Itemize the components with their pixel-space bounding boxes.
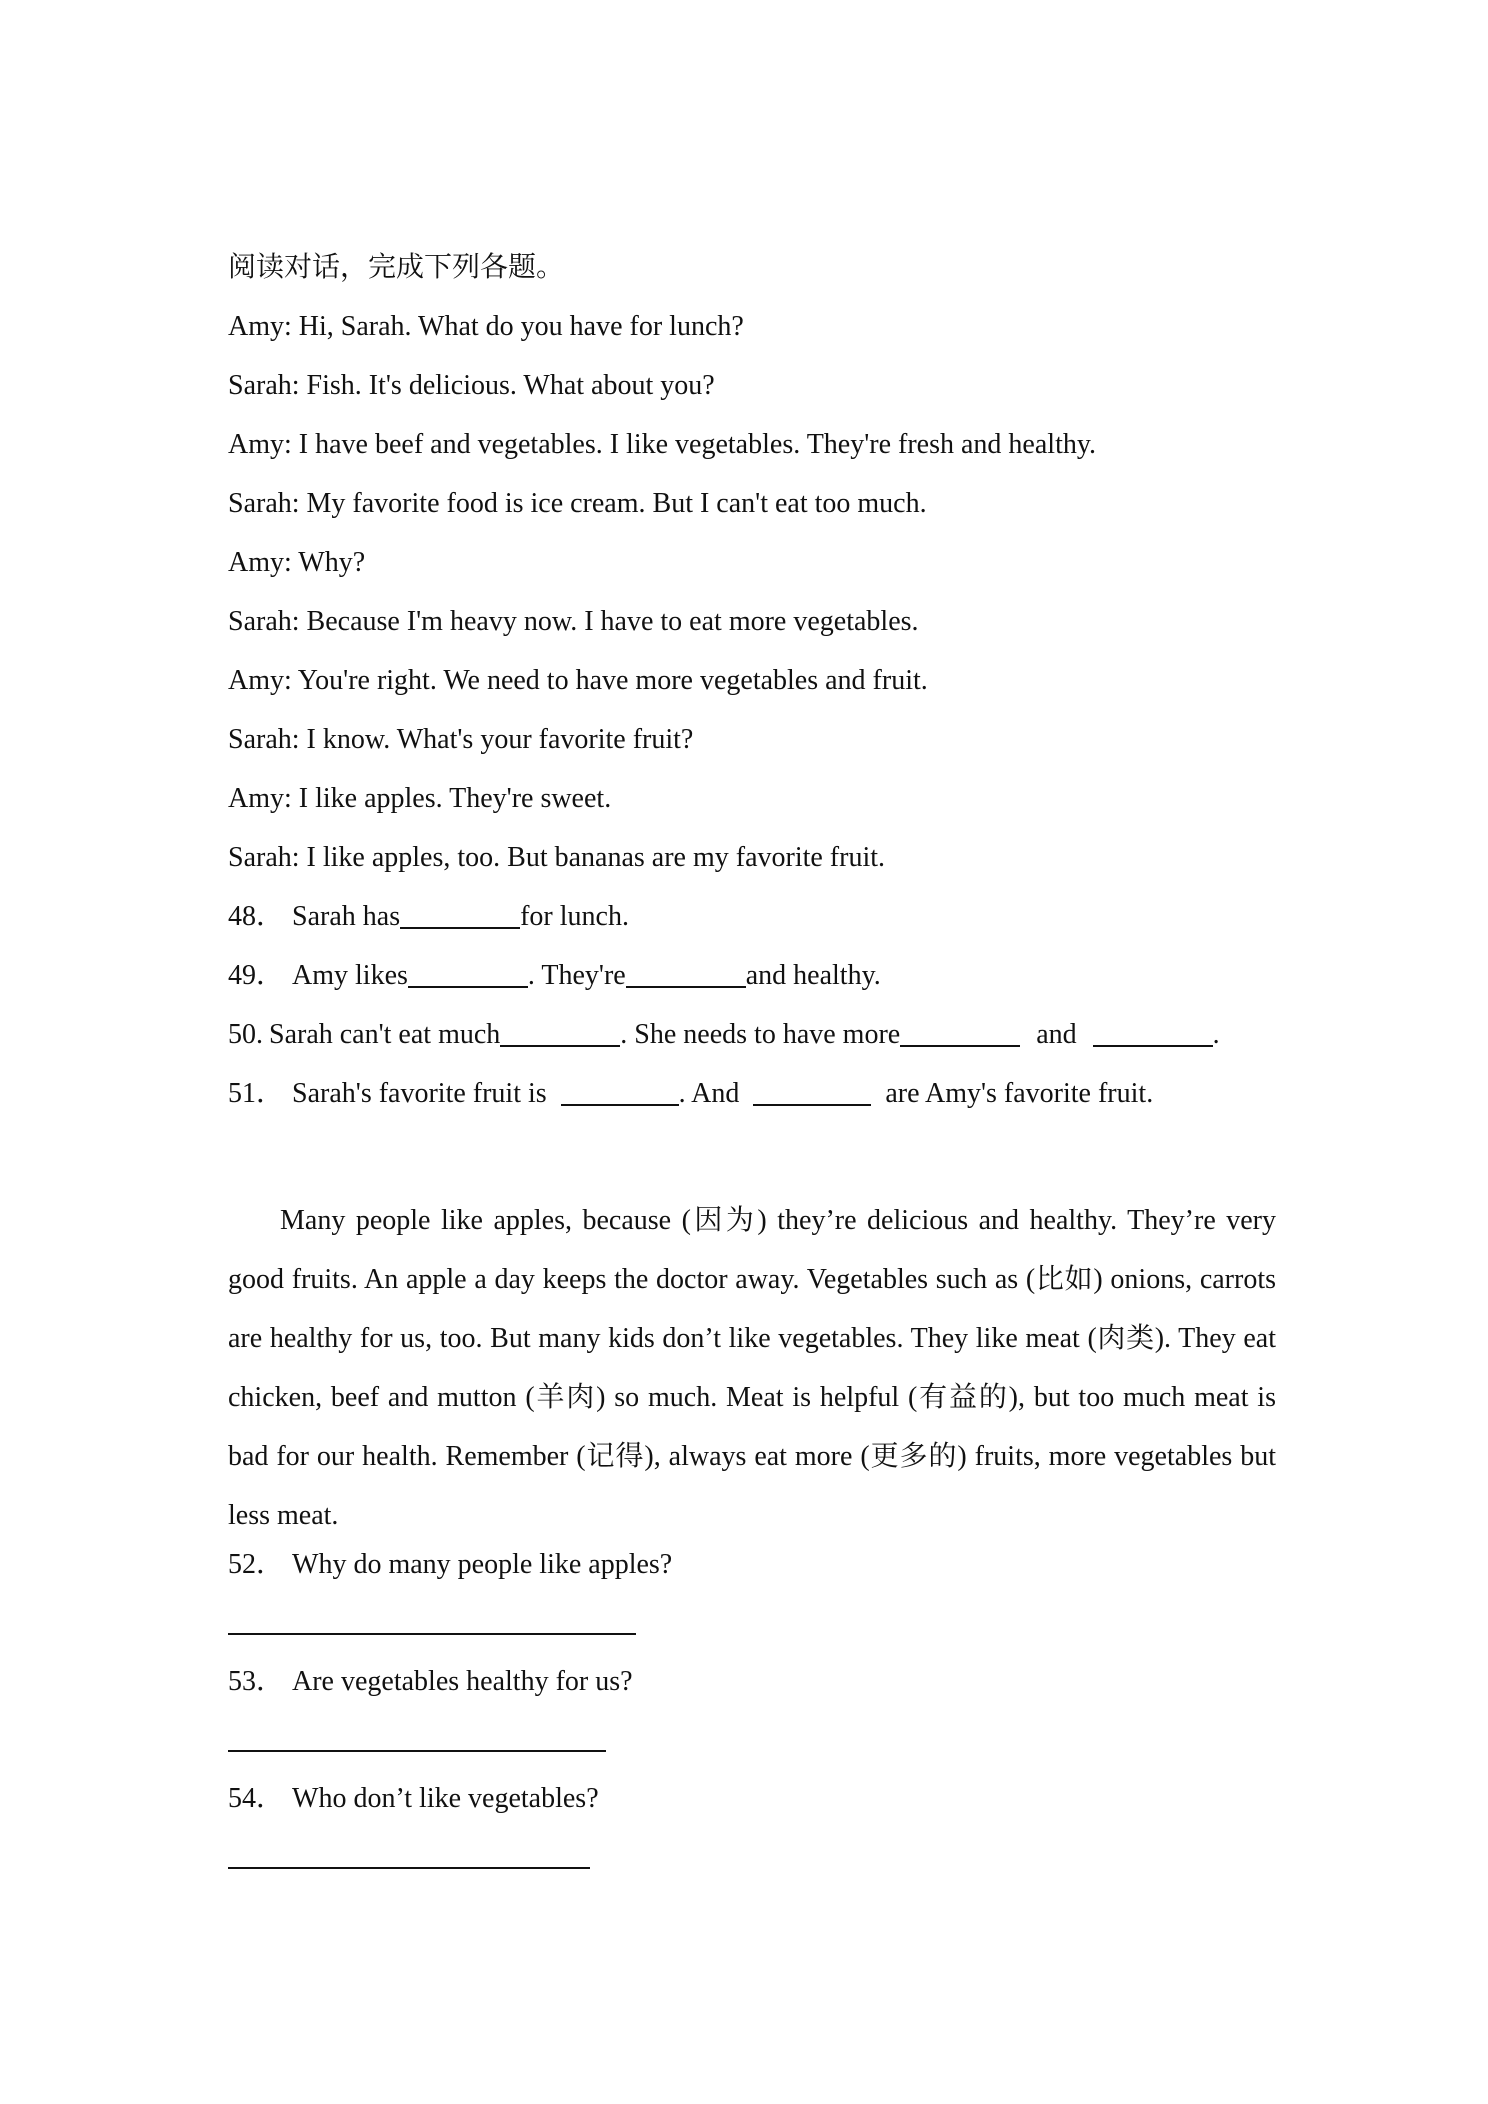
question-number: 53． <box>228 1666 285 1697</box>
question-number: 51． <box>228 1078 285 1109</box>
question-number: 52． <box>228 1549 285 1580</box>
dialogue-line: Amy: I have beef and vegetables. I like vegetables. They're fresh and healthy. <box>228 429 1097 460</box>
question-48: 48． Sarah has for lunch. <box>228 897 629 937</box>
reading-passage: Many people like apples, because (因为) they’re delicious and healthy. They’re very good fruits. An apple a day keeps the doctor away. Vegetables such as (比如) onions, carrots are healthy for us, too. But many kids don’t like vegetables. They like meat (肉类). They eat chicken, beef and mutton (羊肉) so much. Meat is helpful (有益的), but too much meat is bad for our health. Remember (记得), always eat more (更多的) fruits, more vegetables but less meat. <box>228 1205 1276 1531</box>
question-52: 52． Why do many people like apples? <box>228 1549 673 1580</box>
question-number: 48． <box>228 901 285 932</box>
dialogue-line: Sarah: Fish. It's delicious. What about you? <box>228 370 715 401</box>
dialogue-line: Sarah: I like apples, too. But bananas are my favorite fruit. <box>228 842 886 873</box>
dialogue-line: Amy: I like apples. They're sweet. <box>228 783 612 814</box>
question-50: 50. Sarah can't eat much . She needs to have more and . <box>228 1015 1220 1055</box>
answer-blank[interactable] <box>1093 1015 1213 1047</box>
question-54: 54． Who don’t like vegetables? <box>228 1783 599 1814</box>
dialogue-line: Amy: Hi, Sarah. What do you have for lunch? <box>228 311 744 342</box>
dialogue-line: Amy: Why? <box>228 547 366 578</box>
dialogue-line: Sarah: I know. What's your favorite fruit? <box>228 724 694 755</box>
question-51: 51． Sarah's favorite fruit is . And are Amy's favorite fruit. <box>228 1074 1153 1114</box>
answer-blank[interactable] <box>626 956 746 988</box>
question-number: 54． <box>228 1783 285 1814</box>
dialogue-line: Sarah: Because I'm heavy now. I have to eat more vegetables. <box>228 606 919 637</box>
question-number: 49． <box>228 960 285 991</box>
answer-blank[interactable] <box>500 1015 620 1047</box>
instruction: 阅读对话，完成下列各题。 <box>228 252 565 283</box>
answer-blank[interactable] <box>408 956 528 988</box>
answer-blank[interactable] <box>400 897 520 929</box>
answer-line-52[interactable] <box>228 1633 636 1635</box>
answer-line-54[interactable] <box>228 1867 590 1869</box>
answer-line-53[interactable] <box>228 1750 606 1752</box>
question-53: 53． Are vegetables healthy for us? <box>228 1666 633 1697</box>
dialogue-line: Sarah: My favorite food is ice cream. But I can't eat too much. <box>228 488 927 519</box>
question-49: 49． Amy likes . They're and healthy. <box>228 956 881 996</box>
answer-blank[interactable] <box>753 1074 871 1106</box>
question-number: 50. <box>228 1019 263 1050</box>
dialogue-line: Amy: You're right. We need to have more vegetables and fruit. <box>228 665 928 696</box>
answer-blank[interactable] <box>561 1074 679 1106</box>
answer-blank[interactable] <box>900 1015 1020 1047</box>
